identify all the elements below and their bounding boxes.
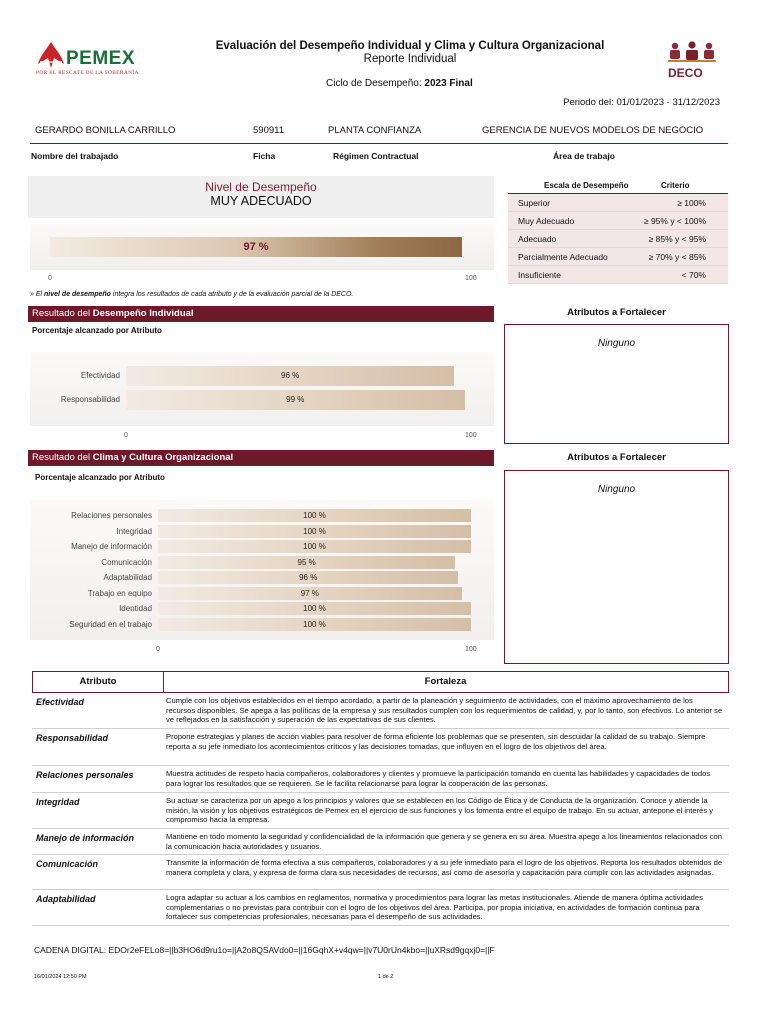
escala-header-col1: Escala de Desempeño (544, 181, 629, 190)
clima-fortalecer-title: Atributos a Fortalecer (567, 452, 666, 463)
ciclo-value: 2023 Final (424, 78, 473, 89)
section-clima-bold: Clima y Cultura Organizacional (92, 452, 234, 463)
bar-value-label: 100 % (303, 526, 326, 536)
employee-divider (30, 143, 728, 144)
employee-ficha: 590911 (253, 125, 284, 136)
label-regimen: Régimen Contractual (333, 151, 419, 161)
pemex-logo-text: PEMEX (66, 48, 136, 69)
label-nombre: Nombre del trabajado (31, 151, 119, 161)
table-header-atributo: Atributo (79, 676, 117, 687)
bar-category-label: Integridad (116, 526, 152, 536)
escala-row (508, 266, 728, 284)
clima-axis-max: 100 (465, 646, 477, 653)
nivel-title: Nivel de Desempeño (205, 180, 317, 194)
escala-name: Insuficiente (518, 270, 561, 280)
note-rest: integra los resultados de cada atributo y de la evaluación parcial de la DECO. (112, 291, 354, 298)
attr-name: Manejo de información (36, 833, 135, 843)
attr-desc: Muestra actitudes de respeto hacia compañeros, colaboradores y clientes y promueve la participación tomando en cuenta las habilidades y capacidades de todos para lograr los resultados que se requieren. Se le facilita relacionarse para lograr la cooperación de las personas. (166, 769, 711, 788)
attr-name: Integridad (36, 797, 80, 807)
bar-category-label: Relaciones personales (71, 511, 152, 520)
escala-name: Adecuado (518, 234, 557, 244)
table-row (32, 694, 729, 729)
desempeno-chart-area (30, 352, 494, 426)
bar-category-label: Identidad (119, 604, 152, 613)
pemex-logo-subtext: POR EL RESCATE DE LA SOBERANÍA (36, 70, 139, 76)
deco-logo-text: DECO (668, 66, 703, 80)
table-row (32, 794, 729, 829)
nivel-note (30, 291, 353, 298)
attr-desc: Mantiene en todo momento la seguridad y confidencialidad de la información que genera y se genera en su área. Muestra apego a los lineamientos relacionados con la comunicación hacia autoridades y usuarios. (166, 832, 722, 851)
bar-value-label: 95 % (297, 557, 316, 567)
clima-axis-min: 0 (156, 646, 160, 653)
escala-criterio: ≥ 95% y < 100% (643, 216, 706, 226)
nivel-axis-max: 100 (465, 275, 477, 282)
bar-category-label: Comunicación (101, 557, 152, 567)
section-desempeno (28, 306, 494, 322)
bar-category-label: Manejo de información (71, 542, 152, 551)
ciclo-label: Ciclo de Desempeño: (326, 78, 422, 89)
bar-category-label: Adaptabilidad (103, 573, 152, 582)
desempeno-subtitle: Porcentaje alcanzado por Atributo (32, 326, 162, 335)
escala-criterio: ≥ 70% y < 85% (648, 252, 706, 262)
bar-category-label: Efectividad (80, 371, 120, 380)
bar-value-label: 99 % (286, 395, 305, 404)
section-clima (28, 450, 494, 466)
report-title: Evaluación del Desempeño Individual y Clima y Cultura Organizacional (215, 40, 605, 52)
desempeno-axis-max: 100 (465, 432, 477, 439)
desempeno-axis-min: 0 (124, 432, 128, 439)
attr-name: Adaptabilidad (36, 894, 96, 904)
attr-desc: Transmite la información de forma efectiva a sus compañeros, colaboradores y a su jefe inmediato para el logro de los objetivos. Reporta los resultados obtenidos de manera completa y clara, y expresa de forma clara sus necesidades de recursos, así como de asesoría y capacitación para cumplir con las actividades asignadas. (166, 858, 723, 877)
escala-name: Parcialmente Adecuado (518, 252, 608, 262)
bar-value-label: 100 % (303, 542, 326, 551)
escala-header (508, 177, 728, 194)
attr-name: Relaciones personales (36, 770, 134, 780)
footer-page: 1 de 2 (378, 974, 394, 980)
bar-value-label: 96 % (281, 371, 300, 380)
escala-criterio: < 70% (681, 270, 706, 280)
nivel-axis-min: 0 (48, 275, 52, 282)
table-header (32, 671, 729, 693)
table-row (32, 767, 729, 793)
label-ficha: Ficha (253, 151, 276, 161)
escala-criterio: ≥ 85% y < 95% (648, 234, 706, 244)
escala-name: Muy Adecuado (518, 216, 575, 226)
bar-category-label: Responsabilidad (60, 395, 120, 404)
bar-value-label: 100 % (303, 619, 326, 629)
desempeno-fortalecer-box (504, 324, 729, 444)
attr-desc: Propone estrategias y planes de acción viables para resolver de forma eficiente los problemas que se presenten, sin descuidar la calidad de su trabajo. Siempre reporta a su jefe inmediato los acontecimientos críticos y las decisiones tomadas, que influyen en el logro de los objetivos del área. (166, 732, 706, 751)
section-desempeno-bold: Desempeño Individual (92, 308, 194, 319)
attr-desc: Su actuar se caracteriza por un apego a los principios y valores que se establecen en los Código de Ética y de Conducta de la organización. Conoce y atiende la misión, la visión y los objetivos estratégicos de Pemex en el ejercicio de sus funciones y los fomenta entre el equipo de trabajo. En su actuar, antepone el interés y compromiso hacia la empresa. (166, 796, 714, 825)
note-prefix: » El (30, 291, 43, 298)
bar-category-label: Trabajo en equipo (87, 588, 152, 598)
note-bold: nivel de desempeño (44, 291, 111, 298)
bar-value-label: 97 % (300, 588, 319, 598)
attr-name: Responsabilidad (36, 733, 109, 743)
desempeno-fortalecer-title: Atributos a Fortalecer (567, 307, 666, 318)
attr-name: Efectividad (36, 697, 85, 707)
table-header-fortaleza: Fortaleza (424, 676, 467, 687)
attr-desc: Logra adaptar su actuar a los cambios en reglamentos, normativa y procedimientos para lograr las metas institucionales. Atiende de manera óptima actividades complementarias o no previstas para contribuir con el logro de los objetivos del área. Participa, por propia iniciativa, en actividades de formación continua para fortalecer sus competencias profesionales, necesarias para el desempeño de sus actividades. (166, 893, 703, 922)
footer-timestamp: 16/01/2024 12:50 PM (34, 974, 87, 980)
nivel-value: MUY ADECUADO (210, 194, 312, 208)
employee-name: GERARDO BONILLA CARRILLO (35, 125, 176, 136)
cadena-digital: CADENA DIGITAL: EDOr2eFELo8=||b3HO6d9ru1o=||A2o8QSAVdo0=||16GqhX+v4qw=||v7U0rUn4kbo=||uXRsd9gqxj0=||F (34, 945, 495, 955)
pemex-drop-icon (34, 40, 68, 70)
escala-criterio: ≥ 100% (677, 198, 706, 208)
clima-fortalecer-value: Ninguno (597, 484, 636, 495)
deco-logo (664, 40, 720, 68)
table-row (32, 830, 729, 855)
deco-people-icon (664, 40, 720, 66)
table-row (32, 856, 729, 890)
employee-area: GERENCIA DE NUEVOS MODELOS DE NEGOCIO (482, 125, 704, 136)
escala-row (508, 212, 728, 230)
escala-row (508, 230, 728, 248)
section-clima-prefix: Resultado del (32, 452, 91, 463)
desempeno-fortalecer-value: Ninguno (597, 338, 636, 349)
table-row (32, 730, 729, 766)
periodo: Periodo del: 01/01/2023 - 31/12/2023 (563, 97, 720, 108)
section-desempeno-prefix: Resultado del (32, 308, 91, 319)
escala-header-col2: Criterio (661, 181, 690, 190)
nivel-bar-label: 97 % (243, 241, 269, 253)
clima-fortalecer-box (504, 470, 729, 664)
label-area: Área de trabajo (553, 151, 615, 161)
bar-value-label: 100 % (303, 511, 326, 520)
attr-desc: Cumple con los objetivos establecidos en el tiempo acordado, a partir de la planeación y seguimiento de actividades, con el máximo aprovechamiento de los recursos disponibles. Se apega a las políticas de la empresa y sus resultados cumplen con los requerimientos de calidad, y, por lo tanto, son efectivos. Lo anterior se ve reflejados en la satisfacción y superación de las expectativas de sus clientes. (166, 696, 723, 725)
clima-subtitle: Porcentaje alcanzado por Atributo (35, 473, 165, 482)
escala-name: Superior (518, 198, 551, 208)
attr-name: Comunicación (36, 859, 99, 869)
bar-value-label: 96 % (299, 573, 318, 582)
employee-regimen: PLANTA CONFIANZA (328, 125, 422, 136)
table-row (32, 891, 729, 926)
bar-category-label: Seguridad en el trabajo (69, 619, 152, 629)
report-subtitle: Reporte Individual (363, 53, 457, 65)
ciclo-desempeno (326, 78, 473, 89)
escala-row (508, 248, 728, 266)
escala-row (508, 194, 728, 212)
bar-value-label: 100 % (303, 604, 326, 613)
